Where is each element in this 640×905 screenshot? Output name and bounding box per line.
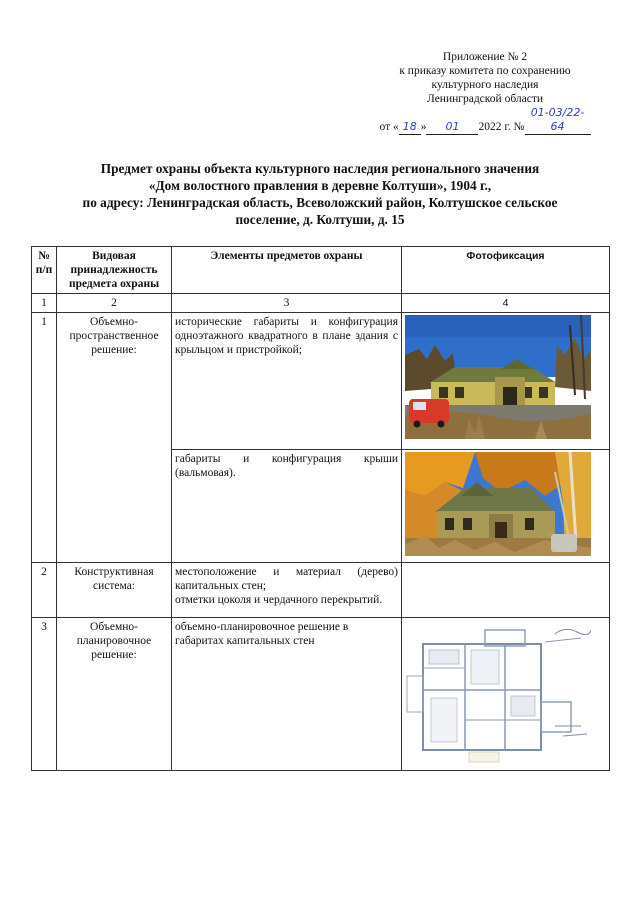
appendix-line-2: к приказу комитета по сохранению	[399, 65, 571, 77]
date-year-text: 2022 г. №	[478, 121, 525, 133]
row-number: 3	[32, 618, 57, 771]
table-row	[32, 563, 610, 618]
title-line-4: поселение, д. Колтуши, д. 15	[235, 212, 405, 227]
photo-cell	[402, 450, 610, 563]
protection-subject-table	[31, 246, 610, 771]
column-number-3: 3	[172, 294, 402, 313]
row-type: Объемно-пространственное решение:	[57, 313, 172, 563]
appendix-line-3: культурного наследия	[431, 79, 539, 91]
appendix-line-1: Приложение № 2	[442, 51, 528, 63]
date-day: 18	[399, 120, 421, 135]
building-photo-front	[405, 315, 591, 443]
table-row	[32, 313, 610, 450]
element-text-group	[172, 563, 402, 618]
photo-cell	[402, 313, 610, 450]
floor-plan-image	[405, 620, 591, 768]
table-header-row	[32, 247, 610, 294]
header-photo: Фотофиксация	[402, 247, 610, 294]
title-line-1: Предмет охраны объекта культурного наследия регионального значения	[100, 161, 540, 176]
photo-cell	[402, 618, 610, 771]
column-number-2: 2	[57, 294, 172, 313]
document-title	[30, 160, 610, 228]
appendix-date-line	[370, 106, 600, 135]
row-type: Объемно-планировочное решение:	[57, 618, 172, 771]
date-month: 01	[426, 120, 478, 135]
building-photo-roof	[405, 452, 591, 560]
element-text: объемно-планировочное решение в габаритах капитальных стен	[172, 618, 402, 771]
photo-cell-empty	[402, 563, 610, 618]
appendix-block	[370, 50, 600, 135]
title-line-3: по адресу: Ленинградская область, Всеволожский район, Колтушское сельское	[82, 195, 558, 210]
date-separator: »	[420, 121, 427, 133]
column-number-4: 4	[402, 294, 610, 313]
element-text: отметки цоколя и чердачного перекрытий.	[175, 594, 383, 606]
element-text: габариты и конфигурация крыши (вальмовая).	[172, 450, 402, 563]
element-text: исторические габариты и конфигурация одноэтажного квадратного в плане здания с крыльцом и пристройкой;	[172, 313, 402, 450]
column-number-1: 1	[32, 294, 57, 313]
header-elements: Элементы предметов охраны	[172, 247, 402, 294]
header-type: Видовая принадлежность предмета охраны	[57, 247, 172, 294]
column-number-row	[32, 294, 610, 313]
row-number: 2	[32, 563, 57, 618]
element-text: местоположение и материал (дерево) капитальных стен;	[175, 566, 398, 592]
title-line-2: «Дом волостного правления в деревне Колтуши», 1904 г.,	[148, 178, 492, 193]
order-number: 01-03/22-64	[525, 106, 591, 135]
table-row	[32, 618, 610, 771]
date-prefix: от «	[379, 121, 399, 133]
appendix-line-4: Ленинградской области	[426, 93, 544, 105]
header-num: № п/п	[32, 247, 57, 294]
row-type: Конструктивная система:	[57, 563, 172, 618]
row-number: 1	[32, 313, 57, 563]
